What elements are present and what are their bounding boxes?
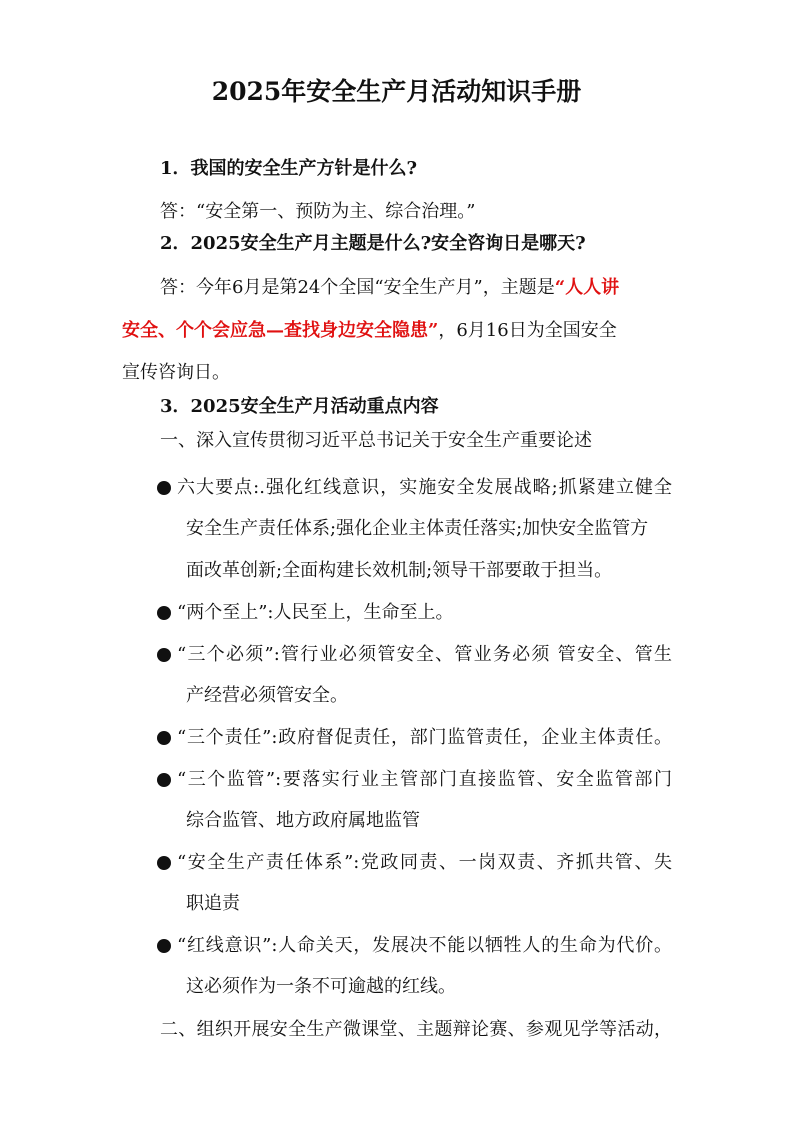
theme-highlight-end: 安全、个个会应急—查找身边安全隐患” <box>122 320 439 341</box>
bullet-dot <box>157 856 171 870</box>
bullet-item-5-line-1: “三个监管”:要落实行业主管部门直接监管、安全监管部门 <box>177 769 672 790</box>
question-2: 2．2025安全生产月主题是什么?安全咨询日是哪天? <box>160 233 586 254</box>
bullet-item-1-line-3: 面改革创新;全面构建长效机制;领导干部要敢于担当。 <box>186 560 613 581</box>
bullet-item-3-line-2: 产经营必须管安全。 <box>186 685 348 706</box>
page-title: 2025年安全生产月活动知识手册 <box>211 77 582 106</box>
bullet-item-4-line-1: “三个责任”:政府督促责任，部门监管责任，企业主体责任。 <box>177 727 672 748</box>
answer-2-date: ，6月16日为全国安全 <box>438 320 617 341</box>
bullet-dot <box>157 648 171 662</box>
section-heading-2: 二、组织开展安全生产微课堂、主题辩论赛、参观见学等活动， <box>160 1019 672 1040</box>
question-1: 1．我国的安全生产方针是什么? <box>160 158 418 179</box>
bullet-dot <box>157 606 171 620</box>
theme-highlight-start: “人人讲 <box>554 277 620 298</box>
bullet-item-7-line-1: “红线意识”:人命关天，发展决不能以牺牲人的生命为代价。 <box>177 935 672 956</box>
bullet-dot <box>157 731 171 745</box>
answer-2-line-1 <box>160 273 619 303</box>
bullet-dot <box>157 939 171 953</box>
bullet-item-1-line-2: 安全生产责任体系;强化企业主体责任落实;加快安全监管方 <box>186 518 649 539</box>
bullet-item-6-line-1: “安全生产责任体系”:党政同责、一岗双责、齐抓共管、失 <box>177 852 672 873</box>
bullet-item-5-line-2: 综合监管、地方政府属地监管 <box>186 810 420 831</box>
bullet-item-6-line-2: 职追责 <box>186 893 240 914</box>
bullet-item-3-line-1: “三个必须”:管行业必须管安全、管业务必须 管安全、管生 <box>177 644 672 665</box>
answer-2-line-3: 宣传咨询日。 <box>122 362 230 383</box>
answer-2-text: 答：今年6月是第24个全国“安全生产月”，主题是 <box>160 277 555 298</box>
question-3: 3．2025安全生产月活动重点内容 <box>160 396 439 417</box>
bullet-dot <box>157 773 171 787</box>
bullet-item-1-line-1: 六大要点:.强化红线意识，实施安全发展战略;抓紧建立健全 <box>177 477 672 498</box>
answer-1: 答：“安全第一、预防为主、综合治理。” <box>160 201 476 222</box>
section-heading-1: 一、深入宣传贯彻习近平总书记关于安全生产重要论述 <box>160 430 592 451</box>
bullet-dot <box>157 481 171 495</box>
bullet-item-7-line-2: 这必须作为一条不可逾越的红线。 <box>186 976 456 997</box>
answer-2-line-2 <box>122 316 617 346</box>
bullet-item-2-line-1: “两个至上”:人民至上，生命至上。 <box>177 602 454 623</box>
